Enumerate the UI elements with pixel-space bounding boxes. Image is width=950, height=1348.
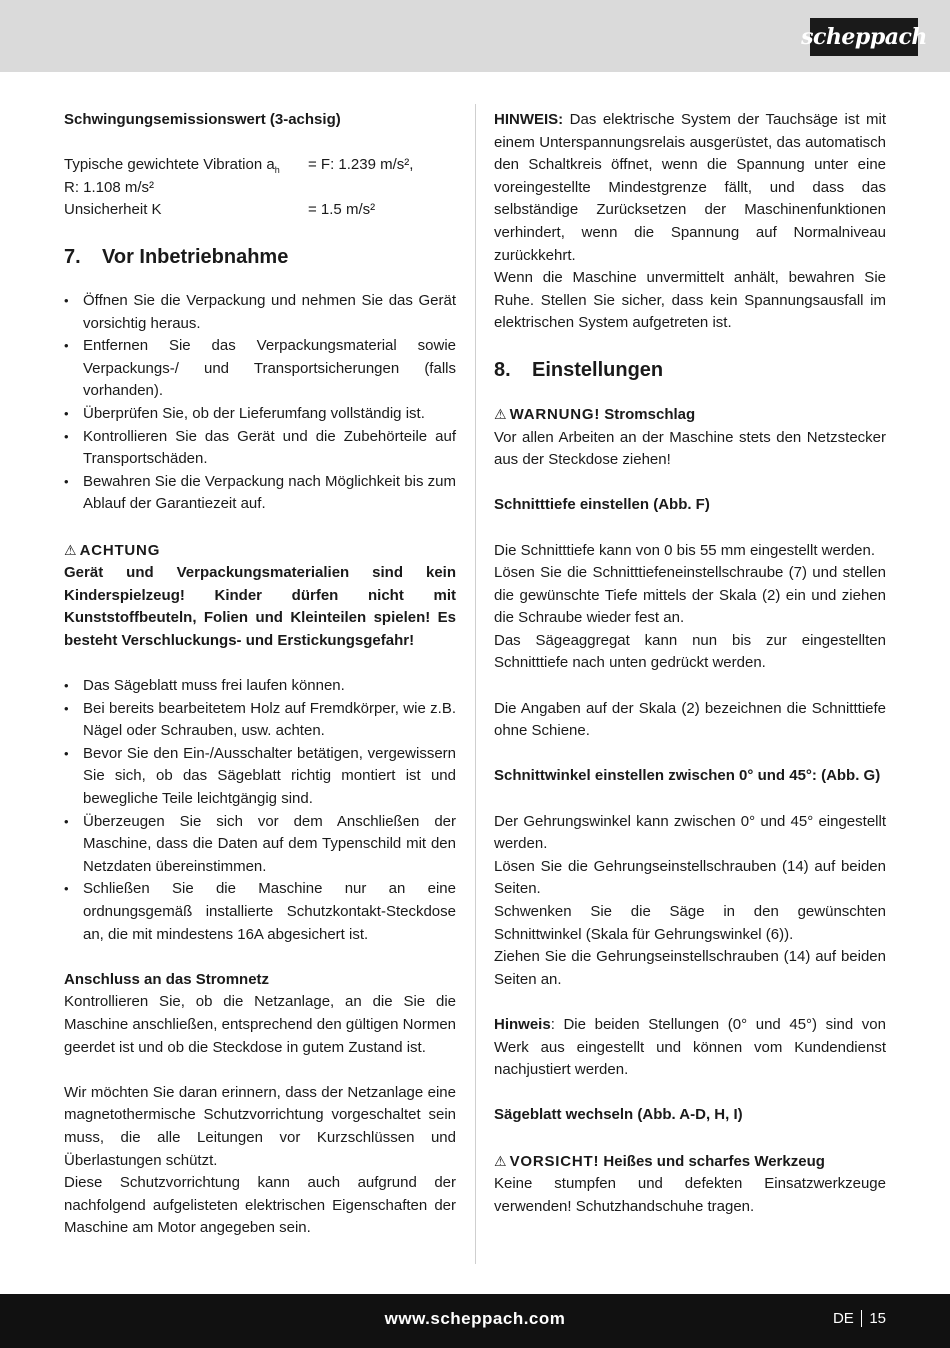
list-item: • Öffnen Sie die Verpackung und nehmen Sie das Gerät vorsichtig heraus. bbox=[64, 290, 456, 335]
list-item: • Bei bereits bearbeitetem Holz auf Fremdkörper, wie z.B. Nägel oder Schrauben, usw. achten. bbox=[64, 698, 456, 743]
list-item: • Überprüfen Sie, ob der Lieferumfang vollständig ist. bbox=[64, 403, 456, 426]
warning-triangle-icon: ⚠ bbox=[64, 541, 77, 558]
schnitttiefe-p1: Die Schnitttiefe kann von 0 bis 55 mm eingestellt werden. bbox=[494, 541, 876, 559]
list-item: • Schließen Sie die Maschine nur an eine ordnungsgemäß installierte Schutzkontakt-Steckdose an, die mit mindestens 16A abgesichert ist. bbox=[64, 878, 456, 946]
uncertainty-label: Unsicherheit K bbox=[64, 201, 162, 219]
achtung-text: Gerät und Verpackungsmaterialien sind kein Kinderspielzeug! Kinder dürfen nicht mit Kunststoffbeuteln, Folien und Kleinteilen spielen! Es besteht Verschluckungs- und Erstickungsgefahr! bbox=[64, 564, 456, 649]
vibration-value: = F: 1.239 m/s², bbox=[308, 156, 414, 174]
warning-triangle-icon: ⚠ bbox=[494, 1152, 507, 1169]
right-column bbox=[494, 109, 886, 1218]
page-indicator bbox=[833, 1310, 886, 1327]
page-number: 15 bbox=[869, 1310, 886, 1327]
header-bar bbox=[0, 0, 950, 72]
list-item: • Bevor Sie den Ein-/Ausschalter betätigen, vergewissern Sie sich, ob das Sägeblatt richtig montiert ist und bewegliche Teile leichtgängig sind. bbox=[64, 743, 456, 811]
list-item: • Kontrollieren Sie das Gerät und die Zubehörteile auf Transportschäden. bbox=[64, 426, 456, 471]
anschluss-text: Kontrollieren Sie, ob die Netzanlage, an die Sie die Maschine anschließen, entsprechend den gültigen Normen geerdet ist und ob die Steckdose in gutem Zustand ist. bbox=[64, 993, 456, 1056]
vorsicht-text: Keine stumpfen und defekten Einsatzwerkzeuge verwenden! Schutzhandschuhe tragen. bbox=[494, 1175, 886, 1215]
uncertainty-value: = 1.5 m/s² bbox=[308, 201, 376, 219]
hinweis-paragraph: HINWEIS: Das elektrische System der Tauchsäge ist mit einem Unterspannungsrelais ausgerüstet, das automatisch den Schaltkreis öffnet, wenn die Spannung unter eine voreingestellte Mindestgrenze fällt, und dass das selbständige Zurücksetzen der Maschinenfunktionen verhindert, wenn die Spannung auf Normalniveau zurückkehrt. bbox=[494, 111, 886, 264]
schnitttiefe-p3: Das Sägeaggregat kann nun bis zur eingestellten Schnitttiefe nach unten gedrückt werden. bbox=[494, 631, 886, 672]
list-item: • Bewahren Sie die Verpackung nach Möglichkeit bis zum Ablauf der Garantiezeit auf. bbox=[64, 471, 456, 516]
warnung-heading: ⚠ WARNUNG! Stromschlag bbox=[494, 405, 696, 423]
winkel-p1: Der Gehrungswinkel kann zwischen 0° und 45° eingestellt werden. bbox=[494, 812, 886, 853]
section-7-heading: 7. Vor Inbetriebnahme bbox=[64, 245, 289, 268]
vibration-r-value: R: 1.108 m/s² bbox=[64, 178, 155, 196]
language-code: DE bbox=[832, 1310, 854, 1327]
section-8-heading: 8. Einstellungen bbox=[494, 358, 664, 381]
warning-triangle-icon: ⚠ bbox=[494, 405, 507, 422]
winkel-heading: Schnittwinkel einstellen zwischen 0° und 45°: (Abb. G) bbox=[494, 767, 881, 785]
list-item: • Entfernen Sie das Verpackungsmaterial sowie Verpackungs-/ und Transportsicherungen (falls vorhanden). bbox=[64, 335, 456, 403]
left-column bbox=[64, 109, 456, 1240]
wenn-paragraph: Wenn die Maschine unvermittelt anhält, bewahren Sie Ruhe. Stellen Sie sicher, dass kein Spannungsausfall im elektrischen System aufgetreten ist. bbox=[494, 269, 886, 332]
preparation-list bbox=[64, 290, 456, 516]
safety-list bbox=[64, 675, 456, 946]
anschluss-heading: Anschluss an das Stromnetz bbox=[64, 970, 270, 988]
winkel-p2: Lösen Sie die Gehrungseinstellschrauben (14) auf beiden Seiten. bbox=[494, 857, 886, 898]
blatt-heading: Sägeblatt wechseln (Abb. A-D, H, I) bbox=[494, 1106, 743, 1124]
uncertainty-row bbox=[64, 199, 456, 222]
vorsicht-heading: ⚠ VORSICHT! Heißes und scharfes Werkzeug bbox=[494, 1152, 825, 1170]
warnung-text: Vor allen Arbeiten an der Maschine stets den Netzstecker aus der Steckdose ziehen! bbox=[494, 428, 886, 469]
schnitttiefe-p4: Die Angaben auf der Skala (2) bezeichnen die Schnitttiefe ohne Schiene. bbox=[494, 699, 886, 740]
hinweis2-paragraph: Hinweis: Die beiden Stellungen (0° und 45°) sind von Werk aus eingestellt und können vom Kundendienst nachjustiert werden. bbox=[494, 1015, 886, 1079]
erinnern-text: Wir möchten Sie daran erinnern, dass der Netzanlage eine magnetothermische Schutzvorrichtung vorgeschaltet sein muss, die alle Leitungen vor Kurzschlüssen und Überlastungen schützt. bbox=[64, 1083, 456, 1169]
vibration-label: Typische gewichtete Vibration $a_h$ bbox=[64, 156, 280, 176]
achtung-heading: ⚠ ACHTUNG bbox=[64, 541, 161, 559]
vibration-row bbox=[64, 154, 456, 177]
schnitttiefe-heading: Schnitttiefe einstellen (Abb. F) bbox=[494, 496, 710, 514]
brand-logo: scheppach bbox=[810, 18, 918, 56]
column-divider bbox=[475, 104, 476, 1264]
winkel-p3: Schwenken Sie die Säge in den gewünschten Schnittwinkel (Skala für Gehrungswinkel (6)). bbox=[494, 903, 886, 943]
footer-url: www.scheppach.com bbox=[384, 1309, 566, 1328]
schnitttiefe-p2: Lösen Sie die Schnitttiefeneinstellschraube (7) und stellen die gewünschte Tiefe mittels der Skala (2) ein und ziehen die Schraube wieder fest an. bbox=[494, 564, 886, 627]
list-item: • Das Sägeblatt muss frei laufen können. bbox=[64, 675, 456, 698]
page-separator bbox=[861, 1310, 863, 1327]
footer-bar bbox=[0, 1294, 950, 1348]
list-item: • Überzeugen Sie sich vor dem Anschließen der Maschine, dass die Daten auf dem Typenschild mit den Netzdaten übereinstimmen. bbox=[64, 811, 456, 879]
vibration-title: Schwingungsemissionswert (3-achsig) bbox=[64, 111, 341, 128]
winkel-p4: Ziehen Sie die Gehrungseinstellschrauben (14) auf beiden Seiten an. bbox=[494, 948, 886, 988]
schutz-text: Diese Schutzvorrichtung kann auch aufgrund der nachfolgend aufgelisteten elektrischen Eigenschaften der Maschine am Motor angegeben sein. bbox=[64, 1174, 456, 1237]
